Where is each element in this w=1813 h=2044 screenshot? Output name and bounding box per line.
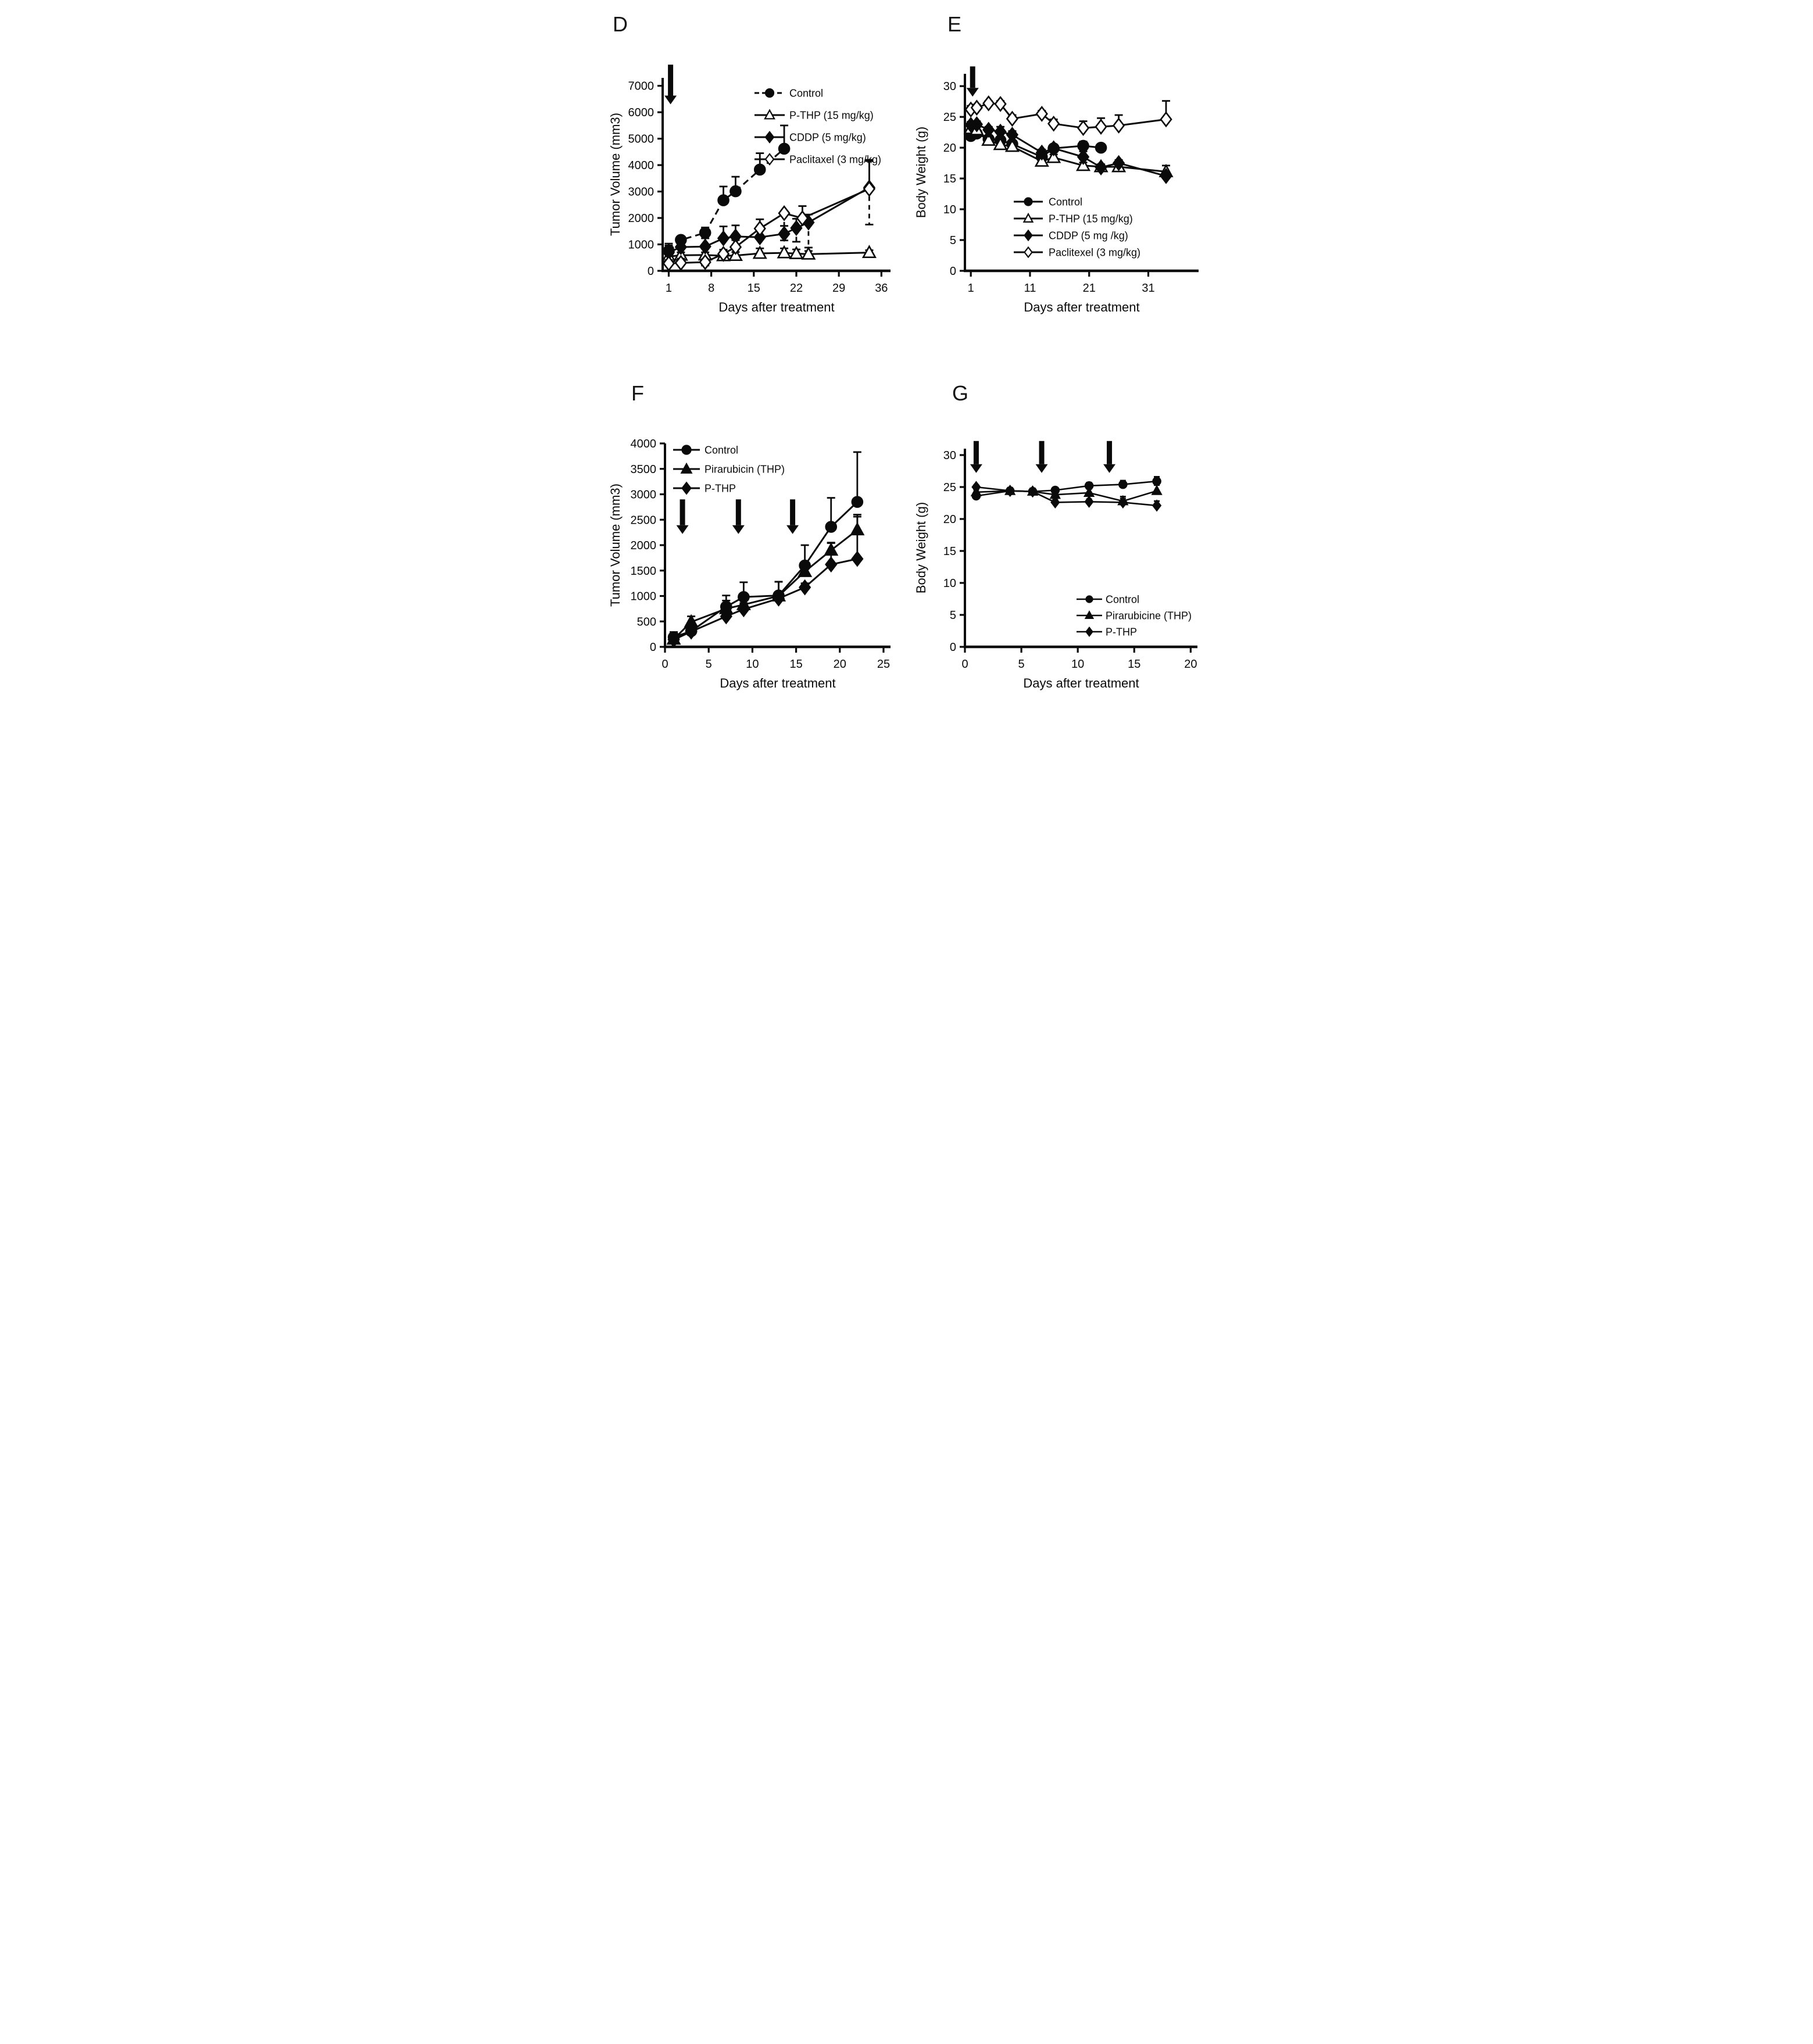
x-tick-label: 15 — [1127, 658, 1140, 671]
y-tick-label: 10 — [943, 577, 956, 590]
series-cddp-5-mg-kg — [663, 160, 874, 259]
x-tick-label: 15 — [789, 658, 803, 671]
y-tick-label: 3000 — [628, 185, 654, 199]
legend-label: Control — [1105, 593, 1139, 606]
series-cddp-5-mg-kg — [965, 117, 1171, 182]
y-tick-label: 2500 — [630, 514, 656, 527]
legend-item-pirarubicine-thp — [1077, 610, 1192, 622]
x-tick-label: 10 — [745, 658, 759, 671]
y-tick-label: 0 — [949, 265, 956, 278]
legend-item-p-thp — [673, 482, 736, 494]
error-bars — [664, 160, 873, 252]
panel-d-tumor-volume — [605, 5, 901, 318]
legend-item-control — [673, 445, 738, 456]
treatment-arrow-icon — [790, 499, 795, 525]
y-tick-label: 2000 — [630, 539, 656, 552]
x-tick-label: 0 — [661, 658, 668, 671]
y-tick-label: 25 — [943, 481, 956, 494]
x-tick-label: 22 — [789, 282, 803, 295]
legend-label: P-THP (15 mg/kg) — [1048, 213, 1133, 225]
y-axis-label: Tumor Volume (mm3) — [607, 484, 623, 607]
legend-label: Control — [1048, 196, 1082, 208]
legend — [673, 445, 785, 495]
x-axis-label: Days after treatment — [1022, 676, 1139, 690]
y-tick-label: 20 — [943, 142, 956, 155]
y-axis-label: Body Weight (g) — [913, 502, 928, 594]
y-axis-label: Body Weight (g) — [913, 126, 928, 219]
error-bars — [664, 126, 788, 251]
series-pirarubicin-thp — [667, 515, 863, 644]
panel-label-g: G — [952, 381, 968, 405]
panel-label-e: E — [947, 12, 961, 36]
y-tick-label: 3500 — [630, 463, 656, 476]
x-tick-label: 1 — [665, 282, 672, 295]
x-axis-label: Days after treatment — [718, 300, 835, 314]
y-tick-label: 5000 — [628, 133, 654, 146]
y-axis-ticks — [628, 80, 663, 278]
error-bars — [670, 452, 861, 638]
x-axis-ticks — [665, 271, 888, 295]
legend — [1014, 196, 1140, 259]
legend-label: CDDP (5 mg/kg) — [789, 131, 866, 144]
y-tick-label: 10 — [943, 203, 956, 217]
y-tick-label: 15 — [943, 545, 956, 558]
y-tick-label: 5 — [949, 234, 956, 248]
x-tick-label: 21 — [1082, 282, 1096, 295]
legend-item-control — [1077, 594, 1139, 606]
error-bars — [664, 161, 873, 266]
panel-f-tumor-volume — [605, 374, 901, 699]
treatment-arrow-icon — [1107, 441, 1112, 464]
treatment-arrow-icon — [970, 66, 975, 88]
y-tick-label: 0 — [649, 641, 656, 654]
y-axis-ticks — [943, 449, 964, 654]
chart-f-tumor-volume — [605, 374, 901, 699]
y-tick-label: 1500 — [630, 564, 656, 578]
treatment-arrow-icon — [973, 441, 978, 464]
x-tick-label: 0 — [961, 658, 968, 671]
treatment-arrows — [664, 65, 677, 104]
chart-e-body-weight — [911, 5, 1208, 318]
x-axis-ticks — [661, 647, 890, 671]
chart-d-tumor-volume — [605, 5, 901, 318]
y-tick-label: 4000 — [630, 438, 656, 450]
y-tick-label: 25 — [943, 111, 956, 124]
y-tick-label: 1000 — [630, 590, 656, 603]
x-axis-label: Days after treatment — [719, 676, 836, 690]
legend-item-pirarubicin-thp — [673, 464, 785, 475]
x-tick-label: 10 — [1071, 658, 1084, 671]
y-tick-label: 30 — [943, 449, 956, 462]
x-axis-ticks — [961, 647, 1197, 671]
treatment-arrow-icon — [668, 65, 673, 95]
panel-g-body-weight — [911, 374, 1208, 699]
legend-label: CDDP (5 mg /kg) — [1048, 230, 1128, 242]
x-tick-label: 5 — [1018, 658, 1025, 671]
x-tick-label: 15 — [747, 282, 760, 295]
treatment-arrows — [966, 66, 978, 96]
treatment-arrow-icon — [680, 499, 685, 525]
x-tick-label: 31 — [1141, 282, 1155, 295]
error-bars — [670, 515, 861, 639]
treatment-arrows — [676, 499, 798, 534]
legend-item-control — [1014, 196, 1082, 208]
y-tick-label: 0 — [647, 265, 654, 278]
y-tick-label: 2000 — [628, 212, 654, 225]
x-tick-label: 11 — [1024, 282, 1036, 295]
treatment-arrow-icon — [735, 499, 741, 525]
legend-item-paclitaxel-3-mg-kg — [754, 154, 881, 166]
panel-label-d: D — [612, 12, 628, 36]
y-axis-label: Tumor Volume (mm3) — [607, 113, 623, 236]
legend-item-p-thp-15-mg-kg — [1014, 213, 1133, 225]
y-tick-label: 30 — [943, 80, 956, 94]
x-axis-label: Days after treatment — [1023, 300, 1140, 314]
x-tick-label: 5 — [705, 658, 712, 671]
x-tick-label: 1 — [967, 282, 974, 295]
error-bars — [973, 477, 1160, 496]
x-tick-label: 20 — [1183, 658, 1197, 671]
legend-item-p-thp-15-mg-kg — [754, 110, 874, 121]
legend-item-control — [754, 88, 823, 99]
x-tick-label: 20 — [833, 658, 846, 671]
y-tick-label: 4000 — [628, 159, 654, 173]
y-axis-ticks — [630, 438, 665, 654]
legend-label: P-THP (15 mg/kg) — [789, 109, 874, 121]
panel-label-f: F — [631, 381, 644, 405]
x-axis-ticks — [967, 271, 1154, 295]
treatment-arrow-icon — [1039, 441, 1044, 464]
legend-item-cddp-5-mg-kg — [1014, 230, 1128, 242]
legend-label: Control — [789, 87, 823, 99]
legend-label: Paclitexel (3 mg/kg) — [1048, 246, 1140, 259]
panel-e-body-weight — [911, 5, 1208, 318]
x-tick-label: 8 — [707, 282, 714, 295]
y-tick-label: 7000 — [628, 80, 654, 93]
y-axis-ticks — [943, 80, 964, 278]
x-tick-label: 25 — [877, 658, 890, 671]
figure-tumor-bodyweight-panels — [605, 0, 1209, 717]
legend-label: P-THP — [1105, 626, 1137, 638]
legend-label: Paclitaxel (3 mg/kg) — [789, 153, 881, 166]
y-tick-label: 500 — [636, 615, 656, 629]
legend-label: Pirarubicine (THP) — [1105, 610, 1192, 622]
y-tick-label: 3000 — [630, 488, 656, 502]
error-bars — [670, 517, 861, 640]
legend-label: P-THP — [704, 482, 736, 495]
y-tick-label: 6000 — [628, 106, 654, 120]
treatment-arrows — [970, 441, 1115, 473]
legend — [1077, 594, 1192, 638]
y-tick-label: 1000 — [628, 238, 654, 252]
y-tick-label: 15 — [943, 173, 956, 186]
legend-item-p-thp — [1077, 627, 1137, 638]
x-tick-label: 29 — [832, 282, 845, 295]
legend — [754, 88, 881, 166]
y-tick-label: 20 — [943, 513, 956, 526]
legend-label: Pirarubicin (THP) — [704, 463, 785, 475]
legend-item-cddp-5-mg-kg — [754, 132, 866, 144]
series-p-thp-15-mg-kg — [663, 246, 875, 262]
legend-item-paclitexel-3-mg-kg — [1014, 247, 1140, 259]
legend-label: Control — [704, 444, 738, 456]
chart-g-body-weight — [911, 374, 1208, 699]
series-control — [972, 477, 1160, 500]
axes — [661, 78, 891, 272]
y-tick-label: 0 — [949, 641, 956, 654]
x-tick-label: 36 — [874, 282, 888, 295]
y-tick-label: 5 — [949, 609, 956, 622]
series-p-thp — [972, 482, 1160, 511]
